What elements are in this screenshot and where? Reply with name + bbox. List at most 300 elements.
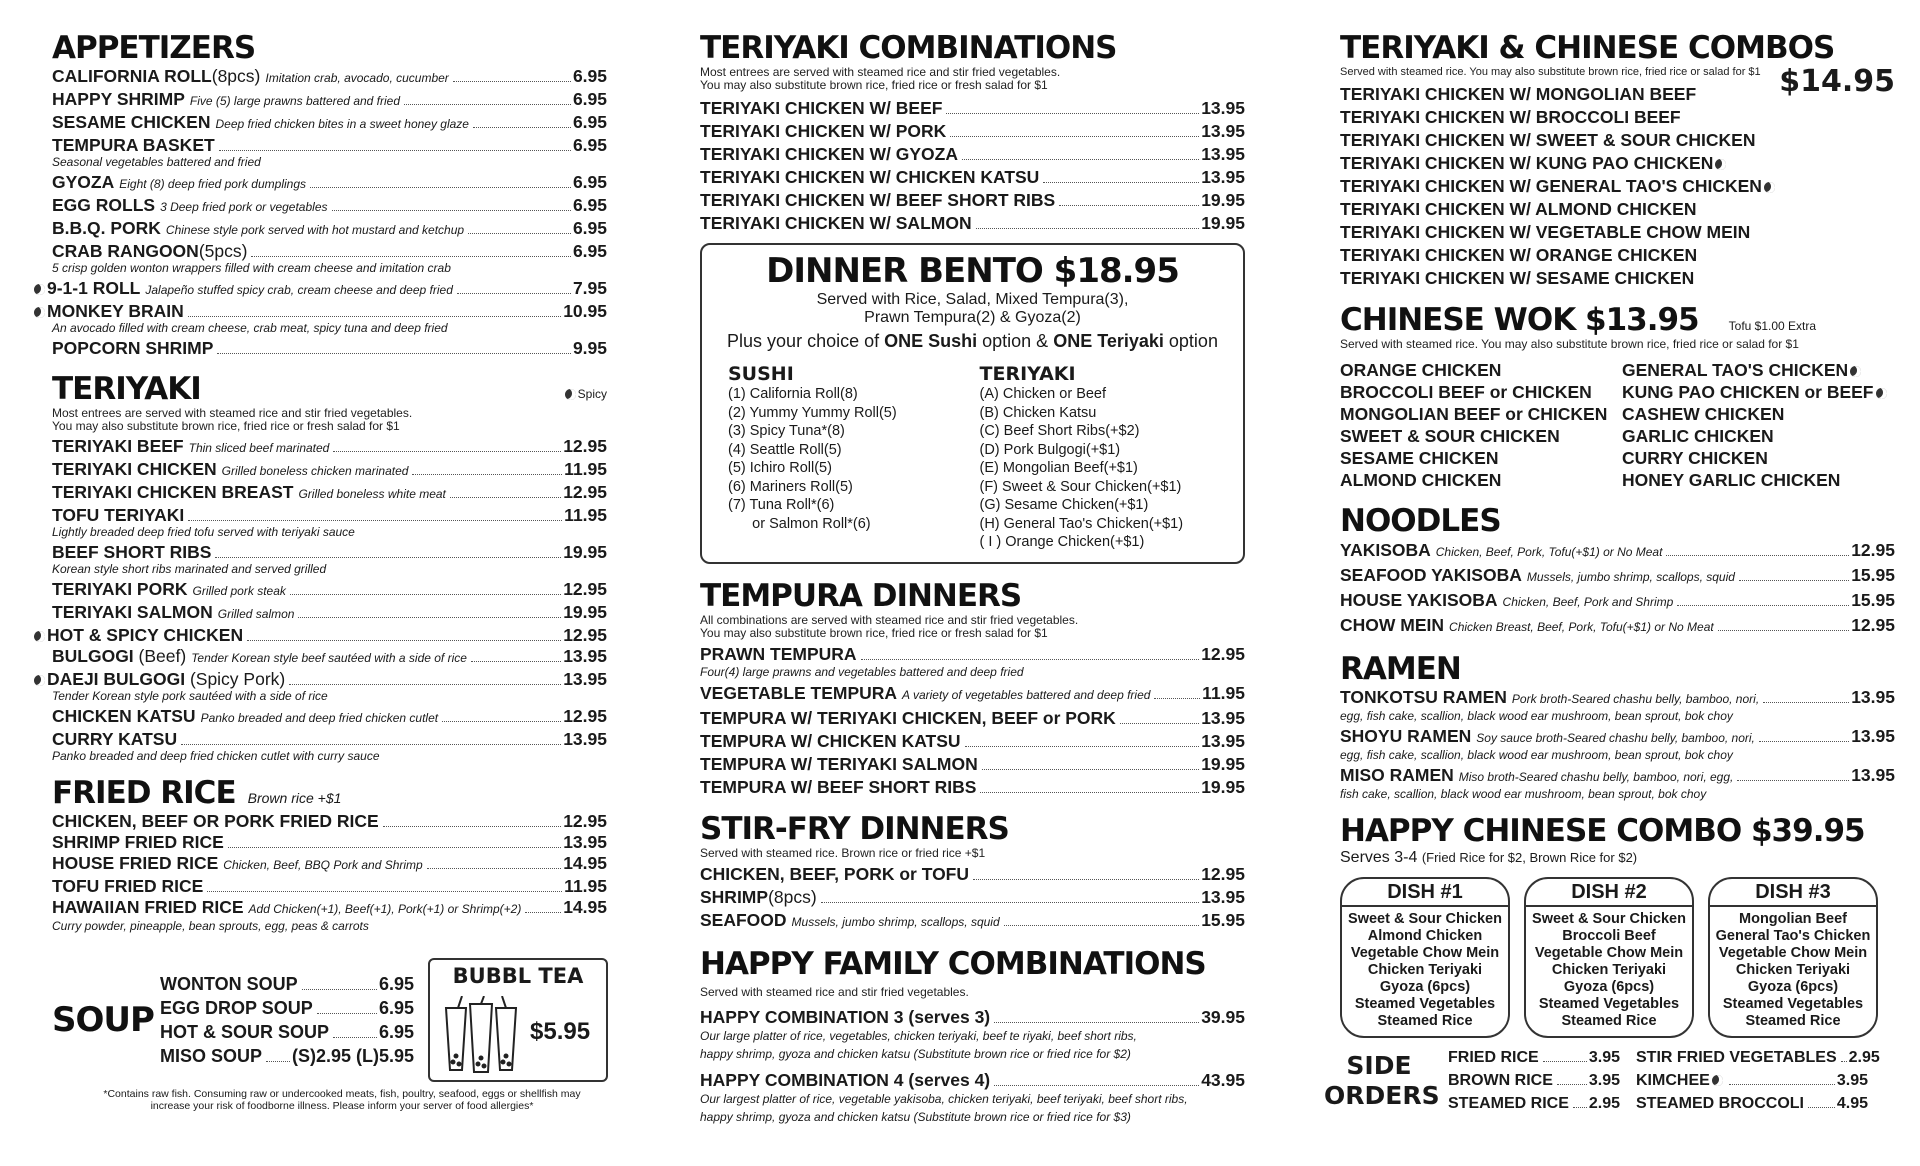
menu-item-monkey-brain	[47, 301, 607, 322]
item-price: 12.95	[1851, 615, 1895, 635]
item-name	[700, 189, 1055, 212]
dot-leader	[207, 891, 562, 892]
dot-leader	[332, 210, 571, 211]
dinner-bento-box	[700, 243, 1245, 564]
dish-title: DISH #3	[1710, 881, 1876, 907]
dot-leader	[333, 451, 561, 452]
item-name	[700, 730, 961, 753]
dish-item: Gyoza (6pcs)	[1379, 979, 1471, 995]
dot-leader	[453, 81, 571, 82]
item-name	[52, 338, 213, 359]
item-name-text: HAPPY SHRIMP	[52, 89, 185, 109]
dish-item: Steamed Rice	[1745, 1013, 1841, 1029]
dish-item: Steamed Rice	[1561, 1013, 1657, 1029]
wok-item	[1622, 403, 1902, 425]
dot-leader	[1004, 925, 1200, 926]
item-description: 3 Deep fried pork or vegetables	[160, 200, 328, 214]
sushi-option: (4) Seattle Roll(5)	[728, 441, 842, 458]
item-price: 13.95	[563, 832, 607, 852]
item-portion: (Spicy Pork)	[185, 669, 286, 689]
item-description: Chicken Breast, Beef, Pork, Tofu(+$1) or No Meat	[1449, 620, 1714, 634]
teriyaki-subtitle-2: You may also substitute brown rice, fried rice or fresh salad for $1	[52, 419, 400, 433]
item-name-text: YAKISOBA	[1340, 540, 1431, 560]
item-name	[52, 579, 286, 602]
item-name-text: HAPPY COMBINATION 4 (serves 4)	[700, 1069, 991, 1090]
dot-leader	[412, 474, 562, 475]
menu-item-tempura-basket	[52, 135, 607, 156]
item-price: 13.95	[1201, 707, 1245, 728]
item-description: Chinese style pork served with hot mustard and ketchup	[165, 223, 465, 237]
bento-line-1: Served with Rice, Salad, Mixed Tempura(3),	[816, 291, 1129, 308]
item-name-text: STEAMED BROCCOLI	[1636, 1095, 1804, 1112]
item-note: Seasonal vegetables battered and fried	[52, 155, 261, 169]
item-price: 15.95	[1851, 590, 1895, 610]
item-price: 2.95	[1588, 1095, 1620, 1112]
item-price: 39.95	[1201, 1006, 1245, 1027]
item-name	[47, 669, 286, 690]
tempura-dinners-title: TEMPURA DINNERS	[700, 577, 1022, 614]
item-price: 13.95	[563, 646, 607, 666]
item-price: 2.95	[1848, 1049, 1880, 1066]
item-price: 19.95	[563, 542, 607, 562]
noodles-section	[1340, 503, 1895, 639]
item-price: 12.95	[563, 436, 607, 456]
item-name-text: PRAWN TEMPURA	[700, 643, 857, 664]
wok-item: ORANGE CHICKEN	[1340, 360, 1502, 380]
item-name	[47, 625, 244, 646]
column-left	[47, 30, 607, 945]
item-name-text: BEEF SHORT RIBS	[52, 542, 212, 562]
dot-leader	[427, 868, 561, 869]
item-price: 13.95	[1851, 726, 1895, 746]
dot-leader	[946, 113, 1199, 114]
dot-leader	[1677, 605, 1849, 606]
menu-item-teriyaki-chicken-breast	[52, 482, 607, 505]
side-orders-section	[1324, 1046, 1895, 1115]
spicy-pepper-icon	[34, 631, 45, 642]
menu-item-egg-rolls	[52, 195, 607, 218]
spicy-pepper-icon	[34, 675, 45, 686]
dot-leader	[1729, 1084, 1835, 1085]
menu-item-vegetable-tempura	[700, 682, 1245, 707]
item-name	[160, 996, 313, 1020]
item-name	[1340, 726, 1755, 749]
spicy-pepper-icon	[1876, 388, 1887, 399]
teriyaki-section	[47, 371, 607, 763]
item-name-text: EGG ROLLS	[52, 195, 156, 215]
fried-rice-extra: Brown rice +$1	[247, 790, 342, 806]
menu-item-beef-short-ribs	[52, 542, 607, 563]
item-description: Pork broth-Seared chashu belly, bamboo, nori,	[1511, 692, 1760, 706]
item-name-text: TERIYAKI CHICKEN W/ GYOZA	[700, 144, 958, 164]
menu-item-happy-shrimp	[52, 89, 607, 112]
dot-leader	[1737, 780, 1849, 781]
dot-leader	[1759, 741, 1849, 742]
bento-line-3: Plus your choice of ONE Sushi option & ONE Teriyaki option	[727, 331, 1218, 351]
teriyaki-combinations-subtitle-2: You may also substitute brown rice, fried rice or fresh salad for $1	[700, 78, 1048, 92]
menu-item-house-fried-rice	[52, 853, 607, 876]
item-name-text: TOFU TERIYAKI	[52, 505, 185, 525]
item-name-text: MISO RAMEN	[1340, 765, 1454, 785]
dot-leader	[1557, 1084, 1587, 1085]
item-description: Deep fried chicken bites in a sweet honey glaze	[215, 117, 469, 131]
item-name-text: TEMPURA W/ TERIYAKI CHICKEN, BEEF or PORK	[700, 707, 1116, 728]
item-name-text: HAPPY COMBINATION 3 (serves 3)	[700, 1006, 991, 1027]
menu-item-tonkotsu-ramen	[1340, 687, 1895, 710]
item-price: 6.95	[378, 998, 414, 1018]
item-price: 12.95	[1201, 643, 1245, 664]
menu-item-teriyaki-chicken-w-salmon	[700, 212, 1245, 235]
side-orders-title: SIDE ORDERS	[1324, 1050, 1440, 1110]
menu-item-wonton-soup	[160, 972, 414, 996]
item-name-text: CALIFORNIA ROLL	[52, 66, 212, 86]
item-name	[700, 753, 978, 776]
item-price: 3.95	[1588, 1049, 1620, 1066]
item-name-text: SHRIMP FRIED RICE	[52, 832, 224, 852]
item-price: 13.95	[1851, 687, 1895, 707]
item-name	[52, 505, 184, 526]
item-name	[47, 301, 184, 322]
happy-family-title: HAPPY FAMILY COMBINATIONS	[700, 945, 1206, 982]
item-name-text: CURRY KATSU	[52, 729, 178, 749]
menu-item-teriyaki-chicken-w-chicken-katsu	[700, 166, 1245, 189]
item-name	[52, 482, 446, 505]
item-name-text: STEAMED RICE	[1448, 1095, 1569, 1112]
menu-item-shoyu-ramen	[1340, 726, 1895, 749]
dot-leader	[471, 661, 561, 662]
combo-item-name: TERIYAKI CHICKEN W/ BROCCOLI BEEF	[1340, 107, 1681, 127]
item-name	[1636, 1069, 1725, 1092]
wok-item-name: GENERAL TAO'S CHICKEN	[1622, 360, 1849, 380]
dot-leader	[1841, 1061, 1847, 1062]
menu-item-teriyaki-chicken-w-pork	[700, 120, 1245, 143]
menu-item-hawaiian-fried-rice	[52, 897, 607, 920]
item-price: 11.95	[564, 459, 607, 479]
combo-item	[1340, 129, 1895, 152]
stir-fry-section: STIR-FRY DINNERS Served with steamed rice. Brown rice or fried rice +$1 CHICKEN, BEEF, PORK or TOFU 12.95 SHRIMP(8pcs) 13.95 SEAFOOD Mussels, jumbo shrimp, scallops, squid 15.95	[700, 811, 1245, 934]
teriyaki-option: (B) Chicken Katsu	[979, 404, 1097, 421]
item-name	[1340, 589, 1673, 614]
item-description: Tender Korean style beef sautéed with a side of rice	[191, 651, 467, 665]
wok-item-name: GARLIC CHICKEN	[1622, 426, 1774, 446]
menu-item-fried-rice	[1448, 1046, 1620, 1069]
menu-item-miso-ramen	[1340, 765, 1895, 788]
wok-item-name: KUNG PAO CHICKEN or BEEF	[1622, 382, 1874, 402]
dot-leader	[219, 150, 571, 151]
item-price: 3.95	[1588, 1072, 1620, 1089]
item-note: Lightly breaded deep fried tofu served with teriyaki sauce	[52, 525, 355, 539]
menu-item-stir-fried-vegetables	[1636, 1046, 1880, 1069]
wok-item: ALMOND CHICKEN	[1340, 470, 1502, 490]
item-name-text: B.B.Q. PORK	[52, 218, 161, 238]
item-name	[52, 876, 203, 897]
item-price: 13.95	[1201, 121, 1245, 141]
teriyaki-option: ( I ) Orange Chicken(+$1)	[979, 534, 1145, 550]
menu-item-teriyaki-chicken-w-beef-short-ribs	[700, 189, 1245, 212]
menu-item-yakisoba	[1340, 539, 1895, 564]
item-description: Jalapeño stuffed spicy crab, cream cheese and deep fried	[145, 283, 453, 297]
menu-item-chicken-beef-or-pork-fried-rice	[52, 811, 607, 832]
item-note: Four(4) large prawns and vegetables battered and deep fried	[700, 664, 1024, 679]
ramen-title: RAMEN	[1340, 651, 1461, 687]
item-description: Mussels, jumbo shrimp, scallops, squid	[791, 914, 1000, 929]
item-name-text: GYOZA	[52, 172, 115, 192]
combo-item-name: TERIYAKI CHICKEN W/ KUNG PAO CHICKEN	[1340, 153, 1714, 173]
item-name-text: TEMPURA W/ CHICKEN KATSU	[700, 730, 961, 751]
item-name	[700, 1068, 990, 1092]
item-name	[52, 66, 449, 89]
wok-item	[1622, 469, 1902, 491]
wok-item	[1622, 381, 1902, 403]
menu-item-9-1-1-roll	[47, 278, 607, 301]
item-name-text: 9-1-1 ROLL	[47, 278, 141, 298]
teriyaki-option: (A) Chicken or Beef	[979, 386, 1107, 402]
wok-item: MONGOLIAN BEEF or CHICKEN	[1340, 404, 1608, 424]
item-price: 10.95	[563, 301, 607, 321]
dish-item: Chicken Teriyaki	[1551, 962, 1667, 978]
item-name-text: TONKOTSU RAMEN	[1340, 687, 1507, 707]
dot-leader	[1120, 723, 1199, 724]
dish-card-1	[1340, 877, 1510, 1038]
item-name-text: SEAFOOD YAKISOBA	[1340, 565, 1522, 585]
item-description: Grilled salmon	[217, 607, 295, 621]
combo-item	[1340, 175, 1895, 198]
tempura-dinners-section: TEMPURA DINNERS All combinations are served with steamed rice and stir fried vegetables. You may also substitute brown rice, fried rice or fresh salad for $1 PRAWN TEMPURA 12.95 Four(4) large prawns and vegetables battered and deep fried VEGETABLE TEMPURA A variety of vegetables battered and deep fried 11.95 TEMPURA W/ TERIYAKI CHICKEN, BEEF or PORK 13.95 TEMPURA W/ CHICKEN KATSU 13.95 TEMPURA W/ TERIYAKI SALMON 19.95 TEMPURA W/ BEEF SHORT RIBS 19.95	[700, 577, 1245, 797]
item-name	[700, 643, 857, 666]
item-price: 12.95	[563, 706, 607, 726]
menu-item-prawn-tempura	[700, 643, 1245, 666]
wok-item: SESAME CHICKEN	[1340, 448, 1499, 468]
item-price: 11.95	[1202, 682, 1245, 703]
wok-item	[1622, 425, 1902, 447]
menu-item-egg-drop-soup	[160, 996, 414, 1020]
combo-item-name: TERIYAKI CHICKEN W/ ALMOND CHICKEN	[1340, 199, 1697, 219]
item-price: 4.95	[1836, 1095, 1868, 1112]
menu-item-happy-combination-3-serves-3	[700, 1005, 1245, 1029]
dish-item: Steamed Vegetables	[1722, 996, 1864, 1012]
item-description: Panko breaded and deep fried chicken cutlet	[200, 711, 439, 725]
item-name	[52, 89, 400, 112]
item-name	[700, 97, 942, 120]
chinese-wok-section: CHINESE WOK $13.95 Tofu $1.00 Extra Served with steamed rice. You may also substitute brown rice, fried rice or salad for $1 ORANGE CHICKEN GENERAL TAO'S CHICKEN BROCCOLI BEEF or CHICKEN KUNG PAO CHICKEN or BEEF MONGOLIAN BEEF or CHICKEN CASHEW CHICKEN SWEET & SOUR CHICKEN GARLIC CHICKEN SESAME CHICKEN CURRY CHICKEN ALMOND CHICKEN HONEY GARLIC CHICKEN	[1340, 302, 1895, 491]
item-name	[52, 811, 379, 832]
wok-tofu-extra: Tofu $1.00 Extra	[1728, 319, 1817, 333]
teriyaki-combinations-section	[700, 30, 1245, 235]
item-price: 13.95	[563, 669, 607, 689]
item-name	[1448, 1046, 1539, 1069]
dot-leader	[982, 769, 1199, 770]
item-price: 19.95	[1201, 753, 1245, 774]
item-name-text: TERIYAKI CHICKEN W/ PORK	[700, 121, 947, 141]
fried-rice-title: FRIED RICE	[52, 775, 236, 811]
dish-title: DISH #2	[1526, 881, 1692, 907]
sushi-option: (6) Mariners Roll(5)	[728, 478, 853, 495]
dot-leader	[310, 187, 571, 188]
item-name	[1448, 1092, 1569, 1115]
teriyaki-subtitle-1: Most entrees are served with steamed rice and stir fried vegetables.	[52, 406, 413, 420]
menu-item-seafood	[700, 909, 1245, 934]
teriyaki-chinese-combos-price: $14.95	[1779, 64, 1895, 99]
teriyaki-chinese-combos-title: TERIYAKI & CHINESE COMBOS	[1340, 30, 1835, 66]
item-price: 12.95	[563, 482, 607, 502]
dish-item: Chicken Teriyaki	[1367, 962, 1483, 978]
item-name-text: HOUSE YAKISOBA	[1340, 590, 1498, 610]
item-name-text: BULGOGI	[52, 646, 134, 666]
item-name-text: HAWAIIAN FRIED RICE	[52, 897, 244, 917]
menu-item-seafood-yakisoba	[1340, 564, 1895, 589]
menu-item-gyoza	[52, 172, 607, 195]
combo-item	[1340, 106, 1895, 129]
teriyaki-option: (D) Pork Bulgogi(+$1)	[979, 441, 1121, 458]
item-price: 14.95	[563, 897, 607, 917]
item-price: 6.95	[378, 1022, 414, 1042]
appetizers-section	[47, 30, 607, 359]
sushi-option: (5) Ichiro Roll(5)	[728, 460, 832, 476]
item-price: 6.95	[572, 89, 607, 109]
dish-item: General Tao's Chicken	[1715, 928, 1871, 944]
sushi-option: (7) Tuna Roll*(6)	[728, 497, 835, 513]
item-description: Grilled boneless white meat	[298, 487, 446, 501]
bubble-tea-box	[428, 958, 608, 1082]
dot-leader	[962, 159, 1199, 160]
sushi-option: or Salmon Roll*(6)	[728, 515, 871, 532]
item-description: Five (5) large prawns battered and fried	[189, 94, 401, 108]
item-name-text: CHICKEN, BEEF, PORK or TOFU	[700, 863, 970, 884]
item-price: 13.95	[563, 729, 607, 749]
dot-leader	[1573, 1107, 1587, 1108]
menu-item-b-b-q-pork	[52, 218, 607, 241]
item-description: A variety of vegetables battered and deep fried	[902, 687, 1151, 702]
item-price: 6.95	[378, 974, 414, 994]
fried-rice-section	[52, 775, 607, 933]
spicy-pepper-icon	[1715, 159, 1726, 170]
item-note: An avocado filled with cream cheese, crab meat, spicy tuna and deep fried	[52, 321, 448, 335]
dot-leader	[994, 1085, 1199, 1086]
family-description: happy shrimp, gyoza and chicken katsu (Substitute brown rice or fried rice for $3)	[700, 1109, 1131, 1124]
item-name-text: TERIYAKI CHICKEN W/ SALMON	[700, 213, 972, 233]
item-name	[52, 542, 211, 563]
dish-item: Gyoza (6pcs)	[1747, 979, 1839, 995]
item-name-text: TEMPURA W/ BEEF SHORT RIBS	[700, 776, 977, 797]
item-name-text: HOT & SPICY CHICKEN	[47, 625, 244, 645]
dot-leader	[217, 353, 571, 354]
menu-item-steamed-broccoli	[1636, 1092, 1868, 1115]
menu-item-happy-combination-4-serves-4	[700, 1068, 1245, 1092]
wok-item	[1622, 359, 1902, 381]
item-name	[1636, 1046, 1837, 1069]
item-name-text: CRAB RANGOON	[52, 241, 199, 261]
dot-leader	[215, 557, 561, 558]
teriyaki-option: (C) Beef Short Ribs(+$2)	[979, 423, 1140, 439]
item-portion: (Beef)	[133, 646, 187, 666]
item-description: Miso broth-Seared chashu belly, bamboo, nori, egg,	[1458, 770, 1734, 784]
item-name-text: HOT & SOUR SOUP	[160, 1022, 330, 1042]
item-description: Imitation crab, avocado, cucumber	[265, 71, 449, 85]
column-right	[1324, 30, 1895, 1115]
item-note: Tender Korean style pork sautéed with a side of rice	[52, 689, 328, 703]
item-price: 12.95	[1201, 863, 1245, 884]
noodles-title: NOODLES	[1340, 503, 1501, 539]
family-description: Our largest platter of rice, vegetable yakisoba, chicken teriyaki, beef teriyaki, beef short ribs,	[700, 1091, 1188, 1106]
dot-leader	[976, 228, 1200, 229]
dish-item: Chicken Teriyaki	[1735, 962, 1851, 978]
item-price: 13.95	[1201, 886, 1245, 907]
item-name-text: SHRIMP	[700, 886, 769, 907]
dot-leader	[302, 989, 377, 990]
item-price: 19.95	[563, 602, 607, 622]
stir-fry-title: STIR-FRY DINNERS	[700, 810, 1009, 847]
menu-item-chicken-beef-pork-or-tofu	[700, 863, 1245, 886]
bubble-tea-cups-icon	[440, 996, 522, 1076]
menu-item-hot-sour-soup	[160, 1020, 414, 1044]
item-name	[160, 972, 298, 996]
dot-leader	[525, 912, 561, 913]
dot-leader	[289, 684, 561, 685]
dish-card-3	[1708, 877, 1878, 1038]
dot-leader	[317, 1013, 377, 1014]
sushi-option: (1) California Roll(8)	[728, 386, 858, 402]
item-name-text: TERIYAKI CHICKEN BREAST	[52, 482, 294, 502]
item-price: 6.95	[572, 241, 607, 261]
dish-item: Vegetable Chow Mein	[1350, 945, 1500, 961]
item-name-text: SESAME CHICKEN	[52, 112, 211, 132]
item-name-text: STIR FRIED VEGETABLES	[1636, 1049, 1837, 1066]
item-price: 13.95	[1201, 730, 1245, 751]
item-name	[700, 143, 958, 166]
dot-leader	[404, 104, 571, 105]
sushi-option: (3) Spicy Tuna*(8)	[728, 423, 845, 439]
item-name-text: TERIYAKI BEEF	[52, 436, 184, 456]
wok-item-name: HONEY GARLIC CHICKEN	[1622, 470, 1841, 490]
item-price: 9.95	[572, 338, 607, 358]
dot-leader	[228, 847, 561, 848]
menu-item-teriyaki-salmon	[52, 602, 607, 625]
dish-item: Vegetable Chow Mein	[1718, 945, 1868, 961]
item-name-text: KIMCHEE	[1636, 1072, 1710, 1089]
menu-item-tempura-w-teriyaki-chicken-beef-or-pork	[700, 707, 1245, 730]
chinese-wok-title: CHINESE WOK $13.95	[1340, 302, 1699, 338]
item-price: 3.95	[1836, 1072, 1868, 1089]
item-note: egg, fish cake, scallion, black wood ear mushroom, bean sprout, bok choy	[1340, 748, 1733, 762]
dot-leader	[333, 1037, 377, 1038]
item-description: Chicken, Beef, BBQ Pork and Shrimp	[223, 858, 423, 872]
combo-item	[1340, 244, 1895, 267]
spicy-pepper-icon	[565, 389, 576, 400]
dot-leader	[861, 659, 1200, 660]
dish-title: DISH #1	[1342, 881, 1508, 907]
item-price: 6.95	[572, 218, 607, 238]
item-name	[52, 218, 464, 241]
item-price: 6.95	[572, 66, 607, 86]
dot-leader	[994, 1022, 1199, 1023]
item-price: 19.95	[1201, 213, 1245, 233]
item-name	[52, 832, 224, 853]
menu-item-crab-rangoon	[52, 241, 607, 262]
spicy-pepper-icon	[34, 284, 45, 295]
item-price: 6.95	[572, 195, 607, 215]
appetizers-title: APPETIZERS	[52, 30, 256, 66]
menu-item-hot-spicy-chicken	[47, 625, 607, 646]
item-note: fish cake, scallion, black wood ear mushroom, bean sprout, bok choy	[1340, 787, 1707, 801]
item-name	[52, 112, 469, 135]
combo-item	[1340, 267, 1895, 290]
soup-title: SOUP	[52, 1000, 154, 1040]
menu-item-popcorn-shrimp	[52, 338, 607, 359]
menu-item-teriyaki-chicken	[52, 459, 607, 482]
item-name	[160, 1020, 329, 1044]
item-price: 12.95	[563, 811, 607, 831]
menu-item-bulgogi	[52, 646, 607, 669]
